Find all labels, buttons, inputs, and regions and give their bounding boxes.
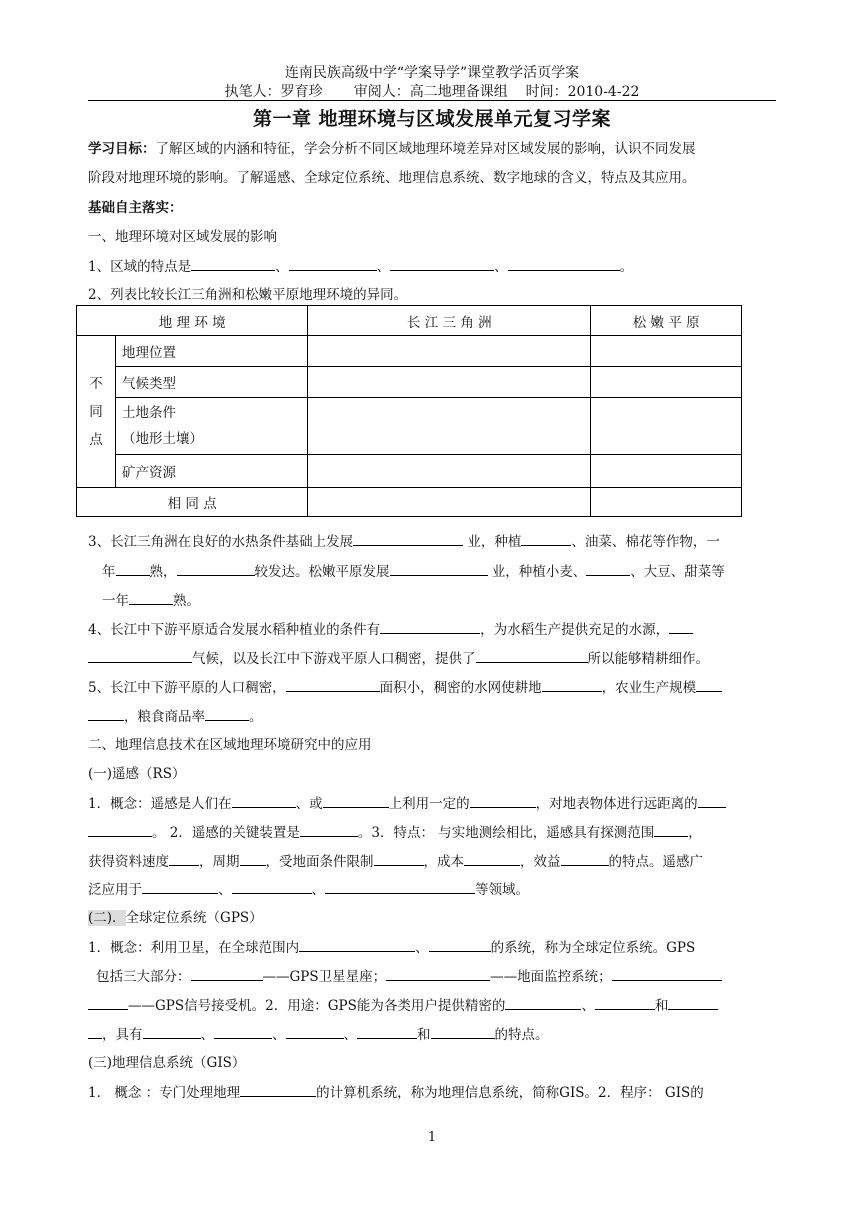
gps-line-1: [88, 937, 776, 958]
col-header-yangtze: 长 江 三 角 洲: [308, 306, 591, 336]
gps-heading-number: (二)．: [88, 910, 126, 926]
header-rule: [88, 100, 776, 101]
rs-line-1: [88, 793, 776, 814]
question-3-line2: [102, 561, 790, 582]
row-label: [116, 398, 308, 455]
sep: 、: [376, 259, 391, 275]
diff-label: [77, 336, 116, 488]
text: 等领域。: [475, 882, 529, 898]
blank[interactable]: [353, 531, 463, 546]
row-label: 矿产资源: [116, 455, 308, 488]
text: 获得资料速度: [88, 854, 169, 870]
sep: 、: [494, 259, 508, 275]
question-2: 2、列表比较长江三角洲和松嫩平原地理环境的异同。: [88, 287, 408, 303]
blank[interactable]: [521, 531, 571, 546]
blank[interactable]: [240, 1082, 316, 1097]
text: 一年: [102, 593, 129, 609]
gps-line-2: [96, 966, 784, 987]
section1-heading: 一、地理环境对区域发展的影响: [88, 229, 277, 245]
blank[interactable]: [286, 1024, 344, 1039]
rs-heading: (一)遥感（RS）: [88, 766, 186, 782]
blank[interactable]: [508, 256, 620, 271]
text: ——GPS信号接受机。2．用途：GPS能为各类用户提供精密的: [128, 998, 506, 1014]
q1-text: 1、区域的特点是: [88, 259, 192, 275]
blank[interactable]: [668, 995, 718, 1010]
text: 、或: [295, 796, 323, 812]
blank[interactable]: [205, 706, 249, 721]
page-number: 1: [427, 1130, 437, 1145]
question-4: [88, 619, 776, 640]
row-label: 地理位置: [116, 336, 308, 367]
answer-cell[interactable]: [308, 398, 591, 455]
reviewer-label: 审阅人：高二地理备课组: [353, 84, 508, 100]
text: ，对地表物体进行远距离的: [535, 796, 698, 812]
blank[interactable]: [169, 851, 199, 866]
answer-cell[interactable]: [591, 336, 742, 367]
question-3-line3: [102, 590, 790, 611]
text: 3、长江三角洲在良好的水热条件基础上发展: [88, 534, 354, 550]
text: ——地面监控系统；: [490, 969, 612, 985]
blank[interactable]: [191, 966, 263, 981]
blank[interactable]: [390, 561, 488, 576]
school-header: 连南民族高级中学“学案导学”课堂教学活页学案: [284, 65, 580, 81]
diff-char: 同: [89, 403, 103, 420]
answer-cell[interactable]: [308, 488, 591, 517]
text: ，农业生产规模: [601, 680, 697, 696]
section2-heading: 二、地理信息技术在区域地理环境研究中的应用: [88, 737, 372, 753]
col-header-songnen: 松 嫩 平 原: [591, 306, 742, 336]
text: ，具有: [102, 1027, 143, 1043]
text: 、: [311, 882, 325, 898]
text: 包括三大部分：: [96, 969, 191, 985]
sep: 、: [275, 259, 289, 275]
blank[interactable]: [232, 793, 296, 808]
text: 、: [218, 882, 232, 898]
text: 上利用一定的: [388, 796, 470, 812]
text: 年: [102, 564, 116, 580]
text: 气候，以及长江中下游戏平原人口稠密，提供了: [192, 651, 476, 667]
text: ，周期: [199, 854, 240, 870]
answer-cell[interactable]: [591, 455, 742, 488]
blank[interactable]: [464, 851, 520, 866]
blank[interactable]: [374, 851, 424, 866]
blank[interactable]: [143, 1024, 201, 1039]
text: 、大豆、甜菜等: [630, 564, 725, 580]
text: 的计算机系统，称为地理信息系统，简称GIS。2．程序： GIS的: [316, 1085, 704, 1101]
blank[interactable]: [191, 256, 275, 271]
blank[interactable]: [561, 851, 609, 866]
row-label: 气候类型: [116, 367, 308, 398]
blank[interactable]: [299, 937, 415, 952]
rs-line-3: [88, 851, 776, 872]
blank[interactable]: [386, 966, 490, 981]
text: ——GPS卫星星座；: [262, 969, 387, 985]
text: 熟，: [149, 564, 177, 580]
text: 4、长江中下游平原适合发展水稻种植业的条件有: [88, 622, 381, 638]
gps-line-3: [88, 995, 776, 1016]
blank[interactable]: [214, 1024, 272, 1039]
text: 的系统，称为全球定位系统。GPS: [490, 940, 696, 956]
time-label: 时间：2010-4-22: [525, 84, 640, 100]
blank[interactable]: [129, 590, 173, 605]
text: 和: [417, 1027, 431, 1043]
blank[interactable]: [142, 879, 218, 894]
text: 。: [249, 709, 263, 725]
question-5-line2: [88, 706, 776, 727]
blank[interactable]: [88, 706, 124, 721]
text: ，受地面条件限制: [265, 854, 374, 870]
row-label-line: 土地条件: [122, 405, 176, 421]
text: 1．概念：遥感是人们在: [88, 796, 232, 812]
text: 熟。: [173, 593, 200, 609]
text: ，效益: [520, 854, 561, 870]
text: 1． 概念 ：专门处理地理: [88, 1085, 241, 1101]
text: 较发达。松嫩平原发展: [254, 564, 390, 580]
answer-cell[interactable]: [308, 336, 591, 367]
text: 的特点。: [494, 1027, 549, 1043]
question-4-line2: [88, 648, 776, 669]
answer-cell[interactable]: [591, 367, 742, 398]
text: 业，种植小麦、: [487, 564, 587, 580]
text: ，成本: [423, 854, 464, 870]
text: 、: [581, 998, 595, 1014]
blank[interactable]: [357, 1024, 417, 1039]
blank[interactable]: [323, 793, 389, 808]
text: 业，种植: [463, 534, 522, 550]
row-label-line: （地形土壤）: [122, 431, 203, 447]
page-title: 第一章 地理环境与区域发展单元复习学案: [252, 108, 612, 130]
goal-label: 学习目标：: [88, 141, 156, 157]
text: 所以能够精耕细作。: [587, 651, 709, 667]
blank[interactable]: [88, 822, 152, 837]
blank[interactable]: [542, 677, 602, 692]
blank[interactable]: [390, 256, 494, 271]
question-3: [88, 531, 776, 552]
text: 、: [343, 1027, 357, 1043]
goal-text-1: 了解区域的内涵和特征，学会分析不同区域地理环境差异对区域发展的影响，认识不同发展: [155, 141, 696, 157]
author-header: [88, 81, 776, 101]
learning-goal: [88, 139, 776, 159]
text: 、油菜、棉花等作物，一: [571, 534, 720, 550]
gps-heading: [88, 908, 776, 928]
question-5: [88, 677, 776, 698]
gis-heading: (三)地理信息系统（GIS）: [88, 1055, 246, 1071]
blank[interactable]: [177, 561, 255, 576]
blank[interactable]: [300, 822, 358, 837]
blank[interactable]: [470, 793, 536, 808]
goal-text-2: 阶段对地理环境的影响。了解遥感、全球定位系统、地理信息系统、数字地球的含义，特点及其应用。: [88, 170, 696, 186]
text: 1．概念：利用卫星，在全球范围内: [88, 940, 300, 956]
blank[interactable]: [325, 879, 475, 894]
blank[interactable]: [612, 966, 722, 981]
comparison-table: [76, 305, 742, 517]
blank[interactable]: [595, 995, 655, 1010]
blank[interactable]: [696, 677, 722, 692]
text: ，: [688, 825, 702, 841]
question-1: [88, 256, 776, 277]
text: 5、长江中下游平原的人口稠密，: [88, 680, 286, 696]
author-label: 执笔人：罗育珍: [224, 84, 323, 100]
text: 、: [200, 1027, 214, 1043]
blank[interactable]: [586, 561, 630, 576]
rs-line-2: [88, 822, 776, 843]
text: 。3．特点： 与实地测绘相比，遥感具有探测范围: [357, 825, 655, 841]
blank[interactable]: [654, 822, 688, 837]
answer-cell[interactable]: [591, 488, 742, 517]
answer-cell[interactable]: [308, 367, 591, 398]
text: 。 2．遥感的关键装置是: [152, 825, 300, 841]
blank[interactable]: [88, 648, 192, 663]
blank[interactable]: [232, 879, 312, 894]
col-header-env: 地 理 环 境: [77, 306, 308, 336]
blank[interactable]: [88, 995, 128, 1010]
rs-line-4: [88, 879, 776, 900]
blank[interactable]: [431, 1024, 495, 1039]
answer-cell[interactable]: [591, 398, 742, 455]
text: 、: [415, 940, 429, 956]
gps-line-4: [88, 1024, 776, 1045]
same-label: 相 同 点: [77, 488, 308, 517]
text: 泛应用于: [88, 882, 142, 898]
end: 。: [619, 259, 634, 275]
blank[interactable]: [429, 937, 491, 952]
blank[interactable]: [380, 619, 480, 634]
text: 和: [654, 998, 669, 1014]
text: 、: [272, 1027, 286, 1043]
blank[interactable]: [88, 1024, 102, 1039]
text: 的特点。遥感广: [608, 854, 703, 870]
basics-label: 基础自主落实：: [88, 200, 183, 216]
blank[interactable]: [286, 677, 380, 692]
text: 面积小，稠密的水网使耕地: [379, 680, 542, 696]
blank[interactable]: [505, 995, 581, 1010]
text: ，粮食商品率: [124, 709, 205, 725]
blank[interactable]: [240, 851, 266, 866]
blank[interactable]: [476, 648, 588, 663]
blank[interactable]: [116, 561, 150, 576]
blank[interactable]: [289, 256, 377, 271]
text: ，为水稻生产提供充足的水源，: [480, 622, 670, 638]
gis-line-1: [88, 1082, 776, 1103]
diff-char: 点: [89, 431, 103, 448]
diff-char: 不: [89, 375, 103, 392]
answer-cell[interactable]: [308, 455, 591, 488]
gps-heading-text: 全球定位系统（GPS）: [125, 910, 263, 926]
blank[interactable]: [669, 619, 693, 634]
blank[interactable]: [698, 793, 726, 808]
